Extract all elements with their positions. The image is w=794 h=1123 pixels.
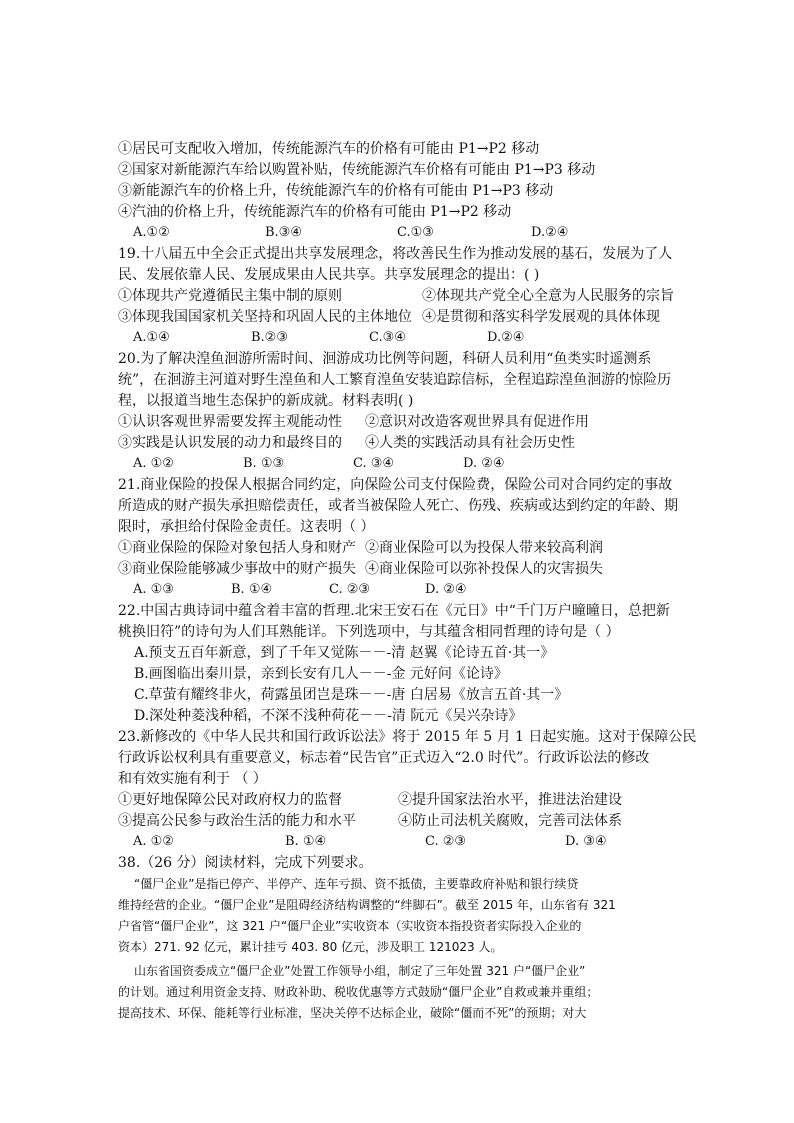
option-b: B.③④	[265, 225, 302, 240]
q19-stem-line-2: 民、发展依靠人民、发展成果由人民共享。共享发展理念的提出：( )	[118, 267, 540, 283]
q21-options	[133, 580, 467, 600]
q23-statement-1: ①更好地保障公民对政府权力的监督	[118, 792, 342, 808]
option-a: A. ①②	[133, 834, 174, 849]
option-b: B. ①③	[243, 456, 285, 471]
q22-option-c: C.草萤有耀终非火，荷露虽团岂是珠－－-唐 白居易《放言五首·其一》	[134, 687, 569, 703]
q19-statement-4: ④是贯彻和落实科学发展观的具体体现	[422, 309, 660, 325]
q22-stem-line-1: 22.中国古典诗词中蕴含着丰富的哲理.北宋王安石在《元日》中“千门万户曈曈日，总把新	[118, 603, 670, 619]
option-c: C.③④	[369, 330, 406, 345]
q23-statement-3: ③提高公民参与政治生活的能力和水平	[118, 813, 356, 829]
q20-statement-4: ④人类的实践活动具有社会历史性	[365, 435, 575, 451]
q23-stem-line-1: 23.新修改的《中华人民共和国行政诉讼法》将于 2015 年 5 月 1 日起实施。这对于保障公民	[118, 729, 697, 745]
q21-stem-line-1: 21.商业保险的投保人根据合同约定，向保险公司支付保险费，保险公司对合同约定的事故	[118, 477, 673, 493]
q21-stem-line-2: 所造成的财产损失承担赔偿责任，或者当被保险人死亡、伤残、疾病或达到约定的年龄、期	[118, 498, 678, 514]
option-a: A.①②	[133, 225, 170, 240]
option-a: A. ①③	[133, 582, 174, 597]
q20-statement-2: ②意识对改造客观世界具有促进作用	[365, 414, 589, 430]
q23-statement-2: ②提升国家法治水平，推进法治建设	[398, 792, 622, 808]
option-c: C.①③	[397, 225, 434, 240]
option-d: D.②④	[531, 225, 569, 240]
q22-stem-line-2: 桃换旧符”的诗句为人们耳熟能详。下列选项中，与其蕴含相同哲理的诗句是（ ）	[118, 624, 620, 640]
option-d: D.②④	[487, 330, 525, 345]
option-b: B. ①④	[231, 582, 273, 597]
q38-material-line: 的计划。通过利用资金支持、财政补助、税收优惠等方式鼓励“僵尸企业”自救或兼并重组；	[118, 985, 599, 999]
q21-statement-1: ①商业保险的保险对象包括人身和财产	[118, 540, 356, 556]
q19-stem-line-1: 19.十八届五中全会正式提出共享发展理念，将改善民生作为推动发展的基石，发展为了人	[118, 246, 673, 262]
q21-statement-3: ③商业保险能够减少事故中的财产损失	[118, 561, 356, 577]
q19-options	[133, 328, 524, 348]
q38-material-line: 维持经营的企业。“僵尸企业”是阻碍经济结构调整的“绊脚石”。截至 2015 年，山东省有 321	[118, 898, 616, 912]
q20-statement-3: ③实践是认识发展的动力和最终目的	[118, 435, 342, 451]
q38-material-line: 山东省国资委成立“僵尸企业”处置工作领导小组，制定了三年处置 321 户“僵尸企业”	[134, 964, 586, 978]
q21-statement-2: ②商业保险可以为投保人带来较高利润	[365, 540, 603, 556]
q23-stem-line-3: 和有效实施有利于 （ ）	[118, 771, 267, 787]
q18-statement-1: ①居民可支配收入增加，传统能源汽车的价格有可能由 P1→P2 移动	[118, 141, 540, 157]
q38-heading: 38.（26 分）阅读材料，完成下列要求。	[118, 855, 373, 871]
q18-statement-2: ②国家对新能源汽车给以购置补贴，传统能源汽车价格有可能由 P1→P3 移动	[118, 162, 596, 178]
q23-options	[133, 832, 607, 852]
q38-material-line: 资本）271. 92 亿元，累计挂亏 403. 80 亿元，涉及职工 121023 人。	[118, 940, 503, 954]
option-b: B.②③	[251, 330, 288, 345]
option-d: D. ②④	[463, 456, 505, 471]
q20-statement-1: ①认识客观世界需要发挥主观能动性	[118, 414, 342, 430]
q20-stem-line-2: 统”，在洄游主河道对野生湟鱼和人工繁育湟鱼安装追踪信标，全程追踪湟鱼洄游的惊险历	[118, 372, 672, 388]
q18-statement-4: ④汽油的价格上升，传统能源汽车的价格有可能由 P1→P2 移动	[118, 204, 512, 220]
option-d: D. ③④	[565, 834, 607, 849]
option-d: D. ②④	[425, 582, 467, 597]
q22-option-a: A.预支五百年新意，到了千年又觉陈－－-清 赵翼《论诗五首·其一》	[134, 645, 555, 661]
q38-material-line: 提高技术、环保、能耗等行业标准，坚决关停不达标企业，破除“僵而不死”的预期；对大	[118, 1006, 587, 1020]
q20-stem-line-1: 20.为了解决湟鱼洄游所需时间、洄游成功比例等问题，科研人员利用“鱼类实时遥测系	[118, 351, 652, 367]
q19-statement-1: ①体现共产党遵循民主集中制的原则	[118, 288, 342, 304]
q22-option-b: B.画图临出秦川景，亲到长安有几人－－-金 元好问《论诗》	[134, 666, 508, 682]
q18-options	[133, 223, 568, 243]
q22-option-d: D.深处种菱浅种稻，不深不浅种荷花－－-清 阮元《吴兴杂诗》	[134, 708, 523, 724]
q21-stem-line-3: 限时，承担给付保险金责任。这表明（ ）	[118, 519, 375, 535]
q18-statement-3: ③新能源汽车的价格上升，传统能源汽车的价格有可能由 P1→P3 移动	[118, 183, 554, 199]
q20-options	[133, 454, 505, 474]
option-a: A.①④	[133, 330, 170, 345]
q38-material-line: “僵尸企业”是指已停产、半停产、连年亏损、资不抵债，主要靠政府补贴和银行续贷	[134, 877, 579, 891]
option-c: C. ②③	[425, 834, 467, 849]
q19-statement-3: ③体现我国国家机关坚持和巩固人民的主体地位	[118, 309, 412, 325]
option-b: B. ①④	[285, 834, 327, 849]
q23-stem-line-2: 行政诉讼权利具有重要意义，标志着“民告官”正式迈入“2.0 时代”。行政诉讼法的修改	[118, 750, 650, 766]
option-c: C. ③④	[353, 456, 395, 471]
option-a: A. ①②	[133, 456, 174, 471]
option-c: C. ②③	[329, 582, 371, 597]
q23-statement-4: ④防止司法机关腐败，完善司法体系	[398, 813, 622, 829]
q38-material-line: 户省管“僵尸企业”，这 321 户“僵尸企业”实收资本（实收资本指投资者实际投入企业的	[118, 919, 582, 933]
q20-stem-line-3: 程，以报道当地生态保护的新成就。材料表明( )	[118, 393, 414, 409]
q19-statement-2: ②体现共产党全心全意为人民服务的宗旨	[422, 288, 674, 304]
q21-statement-4: ④商业保险可以弥补投保人的灾害损失	[365, 561, 603, 577]
